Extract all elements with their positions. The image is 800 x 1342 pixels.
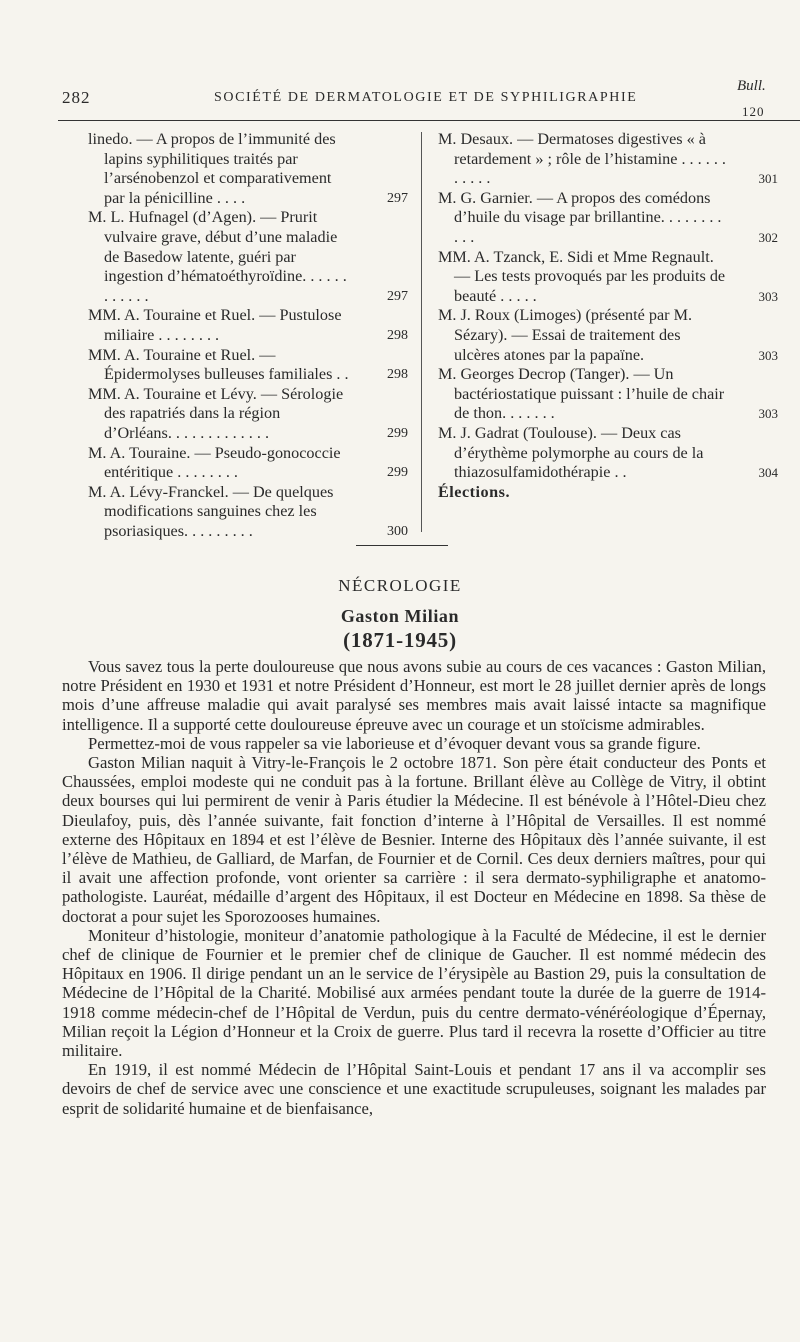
toc-page-number: 303 — [758, 347, 778, 363]
toc-entry: M. A. Touraine. — Pseudo-gonococcie entéritique . . . . . . . . 299 — [88, 443, 408, 482]
toc-entry-elections: Élections. — [438, 482, 510, 501]
section-title: NÉCROLOGIE — [338, 576, 462, 595]
header-rule — [58, 120, 800, 121]
toc-entry: MM. A. Tzanck, E. Sidi et Mme Regnault. — Les tests provoqués par les produits de beauté . . . . . 303 — [438, 247, 778, 305]
toc-entry: MM. A. Touraine et Ruel. — Pustulose miliaire . . . . . . . . 298 — [88, 306, 408, 344]
toc-page-number: 297 — [387, 288, 408, 304]
toc-entry: M. A. Lévy-Franckel. — De quelques modifications sanguines chez les psoriasiques. . . . . . . . . 300 — [88, 482, 408, 540]
toc-entry: M. G. Garnier. — A propos des comédons d’huile du visage par brillantine. . . . . . . . . . . 302 — [438, 188, 778, 246]
toc-page-number: 303 — [758, 288, 778, 304]
paragraph: Moniteur d’histologie, moniteur d’anatomie pathologique à la Faculté de Médecine, il est le dernier chef de clinique de Fournier et le premier chef de clinique de Gaucher. Il est nommé médecin des Hôpitaux en 1906. Il dirige pendant un an le service de l’érysipèle au Bastion 29, puis la consultation de Médecine de l’Hôpital de la Charité. Mobilisé aux armées pendant toute la durée de la guerre de 1914-1918 comme médecin-chef de l’Hôpital de Verdun, puis du centre dermato-vénéréologique d’Épernay, Milian reçoit la Légion d’Honneur et la Croix de guerre. Plus tard il recevra la rosette d’Officier au titre militaire. — [62, 925, 766, 1061]
corner-bull-note: Bull. — [737, 78, 766, 94]
paragraph: Vous savez tous la perte douloureuse que nous avons subie au cours de ces vacances : Gaston Milian, notre Président en 1930 et 1931 et notre Président d’Honneur, est mort le 28 juillet dernier après de longs mois d’une affreuse maladie qui avait paralysé ses membres mais avait laissé intacte sa magnifique intelligence. Il a supporté cette douloureuse épreuve avec un courage et un stoïcisme admirables. — [62, 657, 766, 734]
corner-number: 120 — [742, 104, 765, 119]
toc-page-number: 302 — [758, 229, 778, 245]
column-divider — [421, 132, 422, 532]
section-rule — [356, 545, 448, 546]
toc-entry: M. Georges Decrop (Tanger). — Un bactériostatique puissant : l’huile de chair de thon. . . . . . . 303 — [438, 365, 778, 423]
obituary-body — [62, 657, 766, 1118]
toc-entry: MM. A. Touraine et Lévy. — Sérologie des rapatriés dans la région d’Orléans. . . . . . . . . . . . . 299 — [88, 384, 408, 442]
paragraph: Permettez-moi de vous rappeler sa vie laborieuse et d’évoquer devant vous sa grande figure. — [88, 733, 701, 753]
toc-entry: M. Desaux. — Dermatoses digestives « à retardement » ; rôle de l’histamine . . . . . . . . . . . 301 — [438, 130, 778, 188]
toc-page-number: 304 — [758, 465, 778, 481]
toc-page-number: 298 — [387, 327, 408, 343]
toc-entry: M. J. Gadrat (Toulouse). — Deux cas d’érythème polymorphe au cours de la thiazosulfamidothérapie . . 304 — [438, 423, 778, 482]
toc-page-number: 301 — [758, 171, 778, 187]
running-head: SOCIÉTÉ DE DERMATOLOGIE ET DE SYPHILIGRAPHIE — [214, 90, 638, 105]
toc-page-number: 298 — [387, 367, 408, 383]
toc-right-column — [438, 130, 778, 502]
toc-page-number: 300 — [387, 523, 408, 539]
page-number: 282 — [62, 88, 91, 107]
obituary-name: Gaston Milian — [340, 606, 460, 626]
toc-entry: MM. A. Touraine et Ruel. — Épidermolyses bulleuses familiales . . 298 — [88, 345, 408, 384]
toc-entry: M. J. Roux (Limoges) (présenté par M. Sézary). — Essai de traitement des ulcères atones par la papaïne. 303 — [438, 306, 778, 364]
toc-entry: M. L. Hufnagel (d’Agen). — Prurit vulvaire grave, début d’une maladie de Basedow latente, guéri par ingestion d’hématoéthyroïdine. . . . . . . . . . . . 297 — [88, 208, 408, 305]
toc-page-number: 299 — [387, 465, 408, 481]
paragraph: Gaston Milian naquit à Vitry-le-François le 2 octobre 1871. Son père était conducteur des Ponts et Chaussées, emploi modeste qui ne conduit pas à la fortune. Brillant élève au Collège de Vitry, il obtint deux bourses qui lui permirent de venir à Paris étudier la Médecine. Il est bénévole à l’Hôtel-Dieu chez Dieulafoy, puis, dès l’année suivante, fait fonction d’interne à l’Hôpital de Versailles. Il est nommé externe des Hôpitaux en 1894 et est l’élève de Besnier. Interne des Hôpitaux dès l’année suivante, il est l’élève de Mathieu, de Galliard, de Marfan, de Fournier et de Cornil. Ces deux derniers maîtres, pour qui il avait une affection profonde, vont orienter sa carrière : il sera dermato-syphiligraphe et anatomo-pathologiste. Lauréat, médaille d’argent des Hôpitaux, il est Docteur en Médecine en 1898. Sa thèse de doctorat a pour sujet les Sporozooses humaines. — [62, 753, 766, 926]
toc-page-number: 299 — [387, 425, 408, 441]
obituary-dates: (1871-1945) — [343, 628, 457, 652]
toc-left-column — [88, 130, 408, 541]
paragraph: En 1919, il est nommé Médecin de l’Hôpital Saint-Louis et pendant 17 ans il va accomplir ses devoirs de chef de service avec une conscience et une exactitude scrupuleuses, soignant les malades par esprit de solidarité humaine et de bienfaisance, — [62, 1060, 766, 1118]
toc-entry: linedo. — A propos de l’immunité des lapins syphilitiques traités par l’arsénobenzol et comparativement par la pénicilline . . . . 297 — [88, 130, 408, 207]
toc-page-number: 303 — [758, 406, 778, 422]
toc-page-number: 297 — [387, 190, 408, 206]
